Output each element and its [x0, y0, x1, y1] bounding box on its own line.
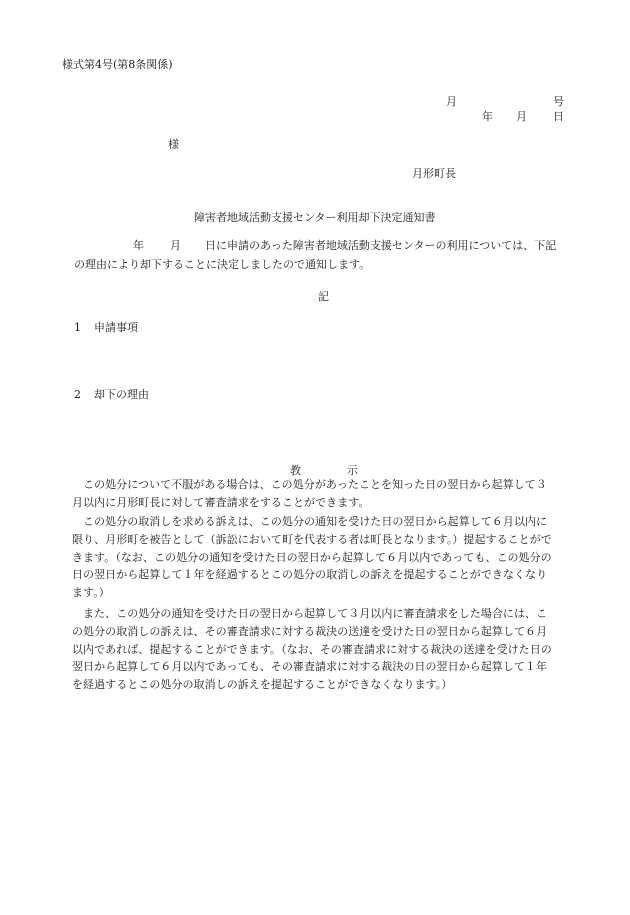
notice-line: この処分の取消しを求める訴えは、この処分の通知を受けた日の翌日から起算して６月以内に — [83, 515, 548, 528]
item-1-label: 申請事項 — [94, 321, 138, 334]
addressee-suffix: 様 — [168, 138, 179, 151]
kyoji-heading-char1: 教 — [290, 464, 301, 477]
item-1-number: 1 — [74, 321, 81, 334]
notice-line: 以内であれば、提起することができます。（なお、その審査請求に対する裁決の送達を受けた日の — [72, 642, 552, 656]
doc-number-suffix: 号 — [553, 95, 564, 108]
kyoji-heading-char2: 示 — [347, 464, 358, 477]
notice-line: 限り、月形町を被告として（訴訟において町を代表する者は町長となります。）提起することがで — [72, 532, 552, 546]
doc-number-month: 月 — [446, 95, 457, 108]
notice-line: また、この処分の通知を受けた日の翌日から起算して３月以内に審査請求をした場合には、こ — [83, 607, 548, 620]
intro-text-line2: の理由により却下することに決定しましたので通知します。 — [74, 258, 371, 271]
form-label: 様式第4号(第8条関係) — [62, 58, 173, 71]
notice-paragraph-3 — [72, 605, 592, 694]
intro-month: 月 — [170, 239, 181, 252]
notice-line: の処分の取消しの訴えは、その審査請求に対する裁決の送達を受けた日の翌日から起算して６月 — [72, 624, 548, 638]
notice-paragraph-2 — [72, 513, 592, 602]
notice-line: 日の翌日から起算して１年を経過するとこの処分の取消しの訴えを提起することができなくなり — [72, 568, 548, 582]
document-title: 障害者地域活動支援センター利用却下決定通知書 — [194, 211, 436, 224]
sender: 月形町長 — [412, 167, 456, 180]
notice-line: を経過するとこの処分の取消しの訴えを提起することができなくなります。） — [72, 678, 453, 692]
date-year: 年 — [482, 110, 493, 123]
notice-paragraph-1 — [72, 476, 592, 512]
date-month: 月 — [516, 110, 527, 123]
intro-text: 日に申請のあった障害者地域活動支援センターの利用については、下記 — [205, 239, 557, 252]
notice-line: ます。） — [72, 586, 110, 600]
notice-line: 月以内に月形町長に対して審査請求をすることができます。 — [72, 495, 370, 509]
ki-heading: 記 — [318, 290, 329, 303]
item-2-label: 却下の理由 — [94, 388, 149, 401]
notice-line: 翌日から起算して６月以内であっても、その審査請求に対する裁決の日の翌日から起算して１年 — [72, 660, 548, 674]
notice-line: この処分について不服がある場合は、この処分があったことを知った日の翌日から起算して３ — [83, 478, 547, 491]
intro-year: 年 — [133, 239, 144, 252]
date-day: 日 — [553, 110, 564, 123]
notice-line: きます。（なお、この処分の通知を受けた日の翌日から起算して６月以内であっても、この処分の — [72, 550, 552, 564]
item-2-number: 2 — [74, 388, 81, 401]
